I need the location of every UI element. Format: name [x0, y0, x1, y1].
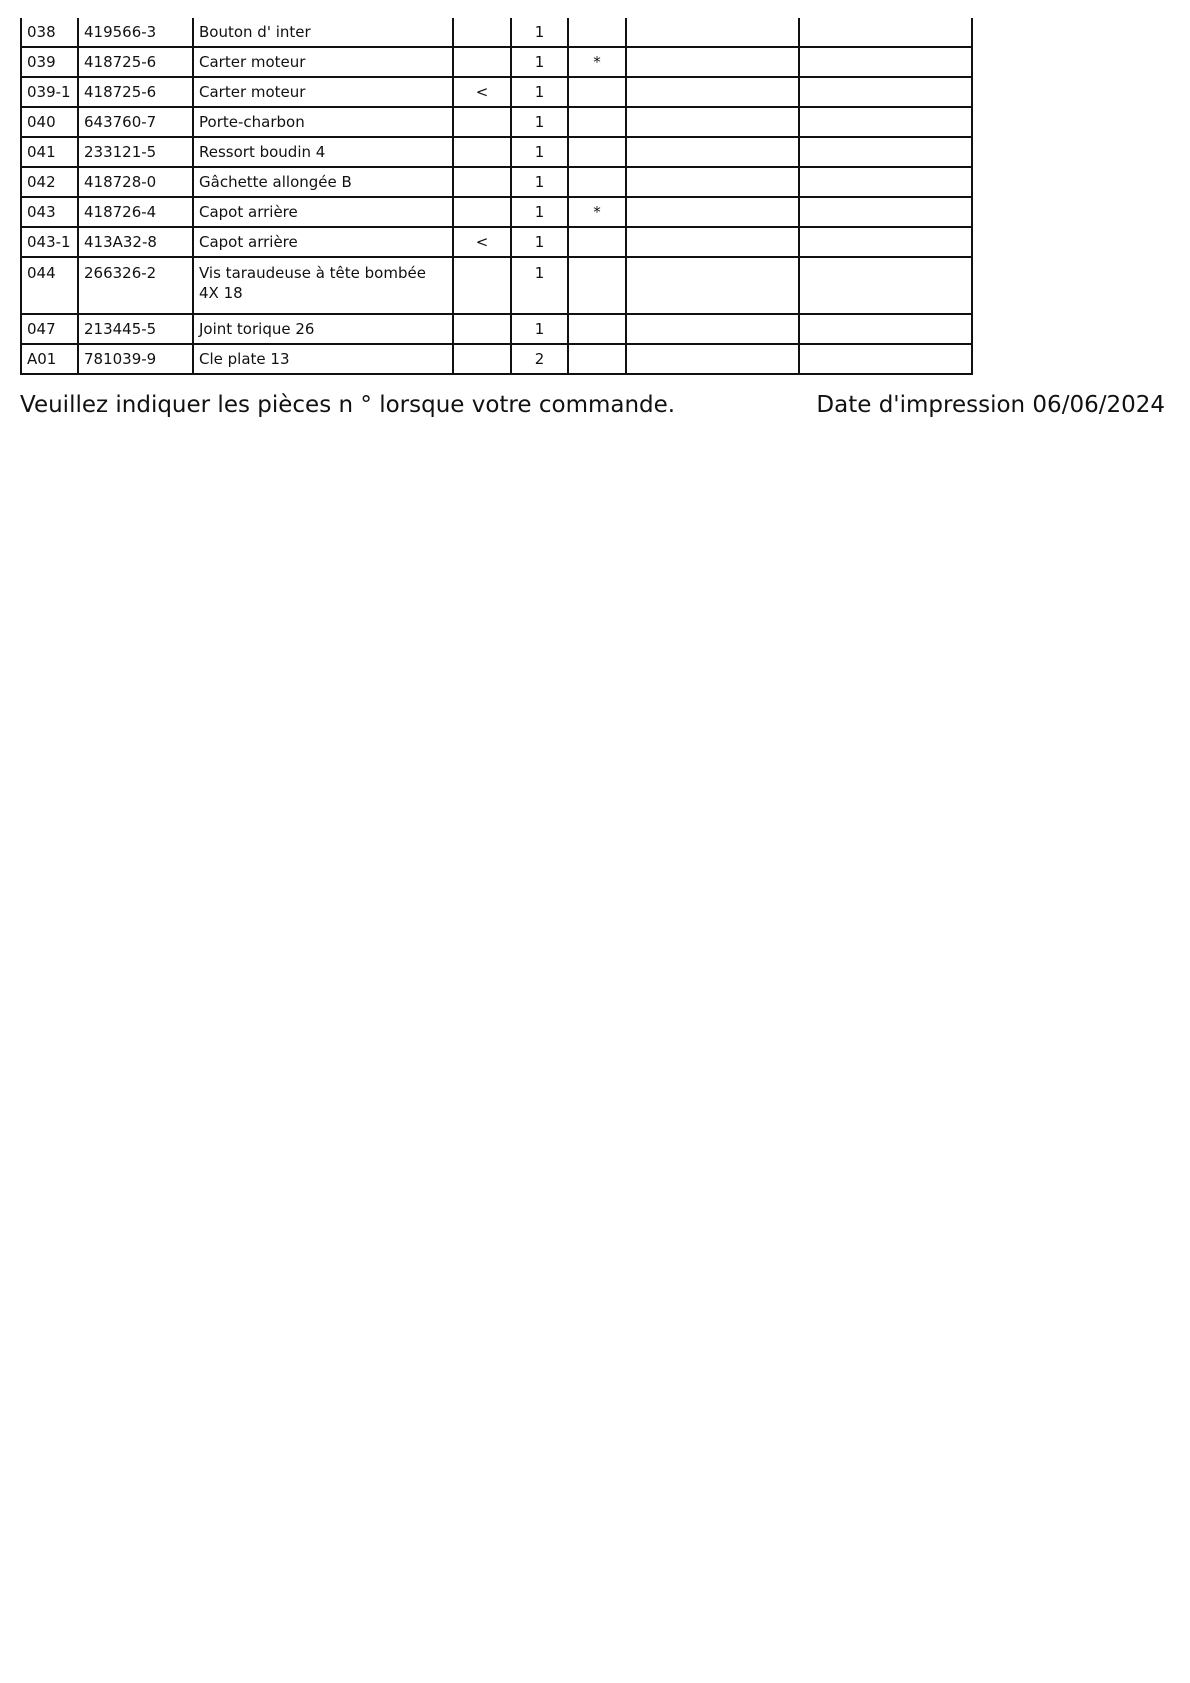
- description-cell: Bouton d' inter: [193, 18, 453, 47]
- note-cell: *: [568, 197, 626, 227]
- note-cell: [568, 314, 626, 344]
- quantity-cell: 1: [511, 77, 568, 107]
- blank-cell: [799, 227, 972, 257]
- order-note: Veuillez indiquer les pièces n ° lorsque votre commande.: [20, 392, 676, 418]
- blank-cell: [626, 197, 799, 227]
- quantity-cell: 1: [511, 18, 568, 47]
- print-date: Date d'impression 06/06/2024: [816, 392, 1165, 418]
- blank-cell: [799, 167, 972, 197]
- quantity-cell: 1: [511, 197, 568, 227]
- ref-cell: 039: [21, 47, 78, 77]
- description-cell: Vis taraudeuse à tête bombée 4X 18: [193, 257, 453, 314]
- quantity-cell: 2: [511, 344, 568, 374]
- parts-table: [20, 18, 973, 375]
- description-cell: Gâchette allongée B: [193, 167, 453, 197]
- blank-cell: [626, 257, 799, 314]
- part-number-cell: 213445-5: [78, 314, 193, 344]
- description-cell: Ressort boudin 4: [193, 137, 453, 167]
- blank-cell: [799, 77, 972, 107]
- part-number-cell: 419566-3: [78, 18, 193, 47]
- table-row: [21, 314, 972, 344]
- note-cell: [568, 137, 626, 167]
- ref-cell: 041: [21, 137, 78, 167]
- quantity-cell: 1: [511, 137, 568, 167]
- part-number-cell: 643760-7: [78, 107, 193, 137]
- blank-cell: [626, 167, 799, 197]
- table-row: [21, 18, 972, 47]
- mark-cell: [453, 107, 511, 137]
- blank-cell: [799, 18, 972, 47]
- mark-cell: [453, 167, 511, 197]
- note-cell: [568, 227, 626, 257]
- ref-cell: A01: [21, 344, 78, 374]
- part-number-cell: 233121-5: [78, 137, 193, 167]
- mark-cell: <: [453, 227, 511, 257]
- parts-table-body: [21, 18, 972, 374]
- ref-cell: 044: [21, 257, 78, 314]
- ref-cell: 040: [21, 107, 78, 137]
- blank-cell: [799, 257, 972, 314]
- mark-cell: [453, 344, 511, 374]
- note-cell: [568, 18, 626, 47]
- ref-cell: 047: [21, 314, 78, 344]
- mark-cell: [453, 257, 511, 314]
- description-cell: Cle plate 13: [193, 344, 453, 374]
- ref-cell: 042: [21, 167, 78, 197]
- ref-cell: 038: [21, 18, 78, 47]
- blank-cell: [799, 137, 972, 167]
- blank-cell: [626, 137, 799, 167]
- note-cell: [568, 257, 626, 314]
- description-cell: Porte-charbon: [193, 107, 453, 137]
- table-row: [21, 257, 972, 314]
- note-cell: [568, 167, 626, 197]
- description-cell: Carter moteur: [193, 77, 453, 107]
- table-row: [21, 167, 972, 197]
- blank-cell: [799, 344, 972, 374]
- quantity-cell: 1: [511, 314, 568, 344]
- note-cell: *: [568, 47, 626, 77]
- mark-cell: [453, 47, 511, 77]
- quantity-cell: 1: [511, 257, 568, 314]
- table-row: [21, 344, 972, 374]
- ref-cell: 043: [21, 197, 78, 227]
- part-number-cell: 418725-6: [78, 77, 193, 107]
- part-number-cell: 418726-4: [78, 197, 193, 227]
- table-row: [21, 197, 972, 227]
- description-cell: Carter moteur: [193, 47, 453, 77]
- blank-cell: [626, 344, 799, 374]
- blank-cell: [799, 47, 972, 77]
- part-number-cell: 781039-9: [78, 344, 193, 374]
- note-cell: [568, 344, 626, 374]
- note-cell: [568, 107, 626, 137]
- description-cell: Joint torique 26: [193, 314, 453, 344]
- table-row: [21, 227, 972, 257]
- blank-cell: [626, 107, 799, 137]
- quantity-cell: 1: [511, 47, 568, 77]
- mark-cell: [453, 137, 511, 167]
- part-number-cell: 266326-2: [78, 257, 193, 314]
- ref-cell: 043-1: [21, 227, 78, 257]
- note-cell: [568, 77, 626, 107]
- table-row: [21, 107, 972, 137]
- quantity-cell: 1: [511, 107, 568, 137]
- blank-cell: [799, 107, 972, 137]
- blank-cell: [626, 227, 799, 257]
- part-number-cell: 418725-6: [78, 47, 193, 77]
- table-row: [21, 137, 972, 167]
- part-number-cell: 413A32-8: [78, 227, 193, 257]
- blank-cell: [799, 197, 972, 227]
- mark-cell: <: [453, 77, 511, 107]
- table-row: [21, 47, 972, 77]
- description-cell: Capot arrière: [193, 197, 453, 227]
- blank-cell: [626, 47, 799, 77]
- quantity-cell: 1: [511, 167, 568, 197]
- quantity-cell: 1: [511, 227, 568, 257]
- part-number-cell: 418728-0: [78, 167, 193, 197]
- blank-cell: [626, 77, 799, 107]
- mark-cell: [453, 18, 511, 47]
- description-cell: Capot arrière: [193, 227, 453, 257]
- blank-cell: [626, 314, 799, 344]
- blank-cell: [626, 18, 799, 47]
- ref-cell: 039-1: [21, 77, 78, 107]
- mark-cell: [453, 314, 511, 344]
- table-row: [21, 77, 972, 107]
- mark-cell: [453, 197, 511, 227]
- blank-cell: [799, 314, 972, 344]
